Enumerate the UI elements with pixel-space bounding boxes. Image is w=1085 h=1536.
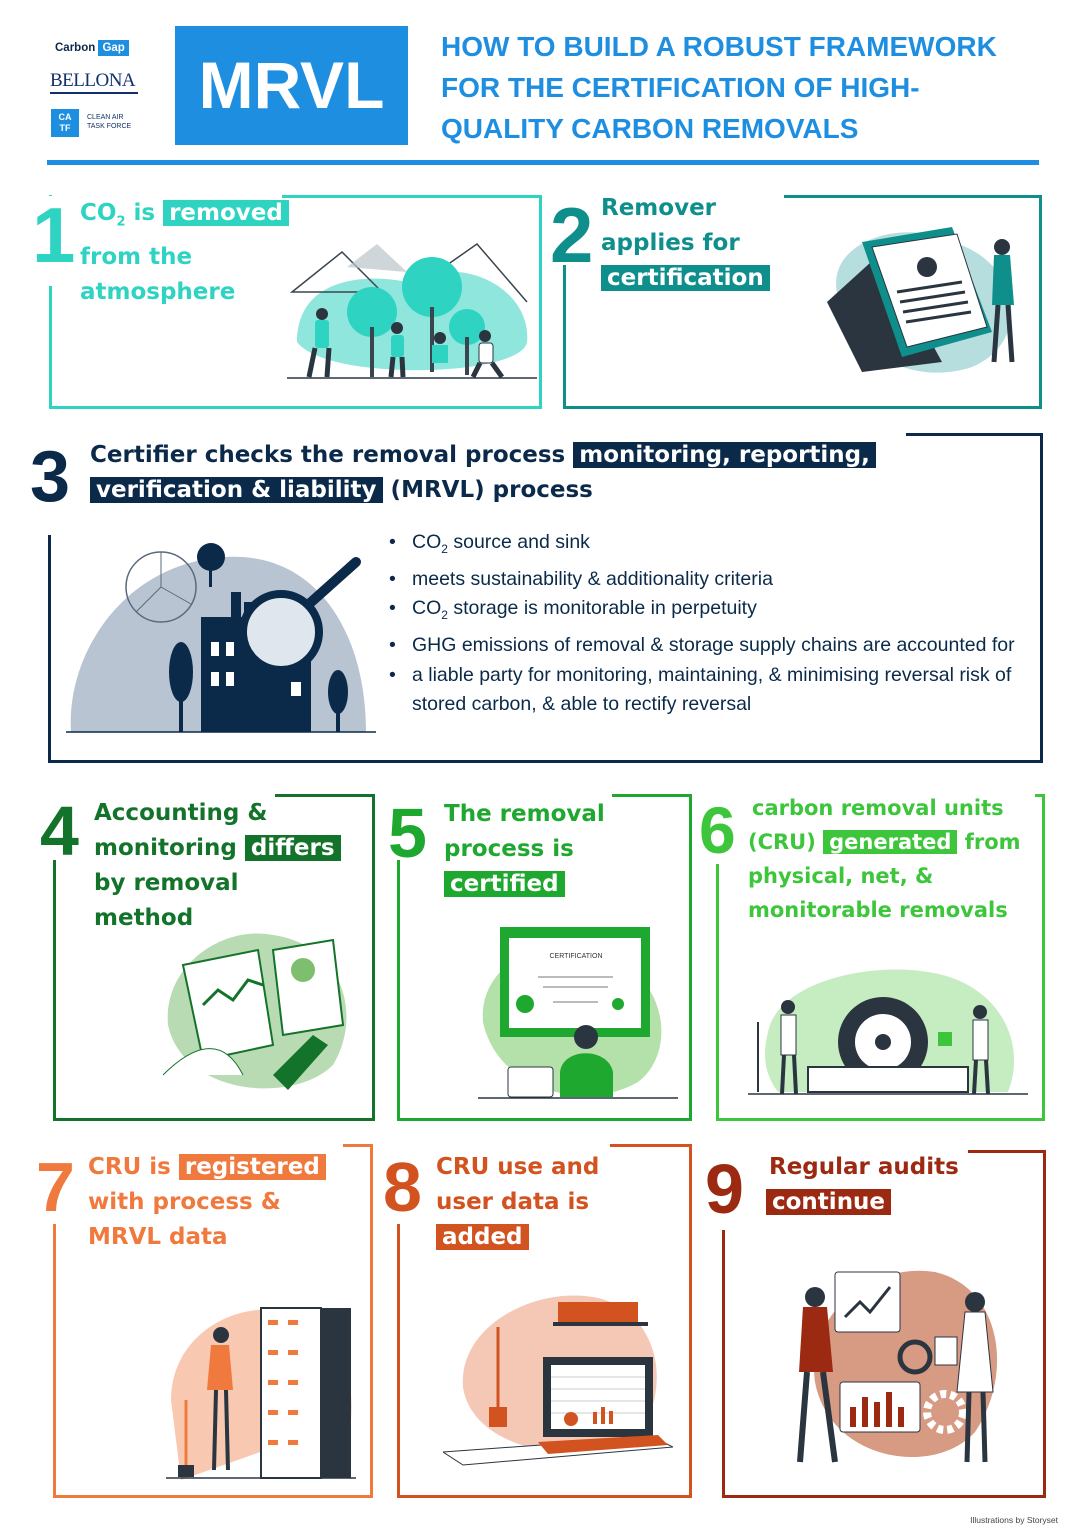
step9-number: 9 xyxy=(705,1150,744,1228)
step8-number: 8 xyxy=(383,1148,422,1226)
data-laptop-illustration xyxy=(443,1287,673,1472)
step2-number: 2 xyxy=(550,191,594,279)
step2-frame-top xyxy=(784,195,1042,198)
catf-mark: CA TF xyxy=(51,109,79,137)
step9-heading: Regular audits continue xyxy=(766,1150,986,1220)
criteria-item: • a liable party for monitoring, maintaining, & minimising reversal risk of stored carbon, & able to rectify reversal xyxy=(387,661,1027,720)
step5-number: 5 xyxy=(388,794,427,872)
certificate-illustration xyxy=(478,922,678,1102)
step4-number: 4 xyxy=(40,792,79,870)
step6-number: 6 xyxy=(699,793,736,867)
factory-inspection-illustration xyxy=(66,532,376,736)
criteria-item: • meets sustainability & additionality criteria xyxy=(387,565,1027,595)
step7-number: 7 xyxy=(36,1148,75,1226)
step8-heading: CRU use and user data is added xyxy=(436,1154,600,1250)
carbon-gap-logo: Carbon Gap xyxy=(52,39,137,58)
criteria-item: • $CO_2$ storage is monitorable in perpetuity xyxy=(387,594,1027,631)
step5-highlight: certified xyxy=(444,871,565,897)
mrvl-criteria-list xyxy=(387,528,1027,720)
step6-highlight: generated xyxy=(823,830,957,854)
charts-review-illustration xyxy=(163,925,363,1100)
step1-heading: $CO_2$ is removed from the atmosphere xyxy=(80,196,340,310)
step3-number: 3 xyxy=(30,437,71,517)
audit-meeting-illustration xyxy=(785,1262,1015,1472)
registry-cabinet-illustration xyxy=(166,1300,356,1482)
step8-frame-top xyxy=(610,1144,692,1147)
certificate-label: CERTIFICATION xyxy=(549,953,603,960)
step4-heading: Accounting & monitoring differs by removal method xyxy=(94,796,364,936)
step5-heading: The removal process is certified xyxy=(444,801,605,897)
step3-highlight-2: verification & liability xyxy=(90,477,383,503)
step7-frame-top xyxy=(343,1144,373,1147)
step9-highlight: continue xyxy=(766,1189,891,1215)
header-divider xyxy=(47,160,1039,165)
tree-planting-illustration xyxy=(287,232,537,384)
step7-highlight: registered xyxy=(179,1154,326,1180)
cru-machine-illustration xyxy=(748,962,1028,1102)
criteria-item: • GHG emissions of removal & storage supply chains are accounted for xyxy=(387,631,1027,661)
bellona-logo: BELLONA xyxy=(50,70,138,94)
step3-highlight-1: monitoring, reporting, xyxy=(573,442,876,468)
step4-highlight: differs xyxy=(245,835,341,861)
step6-heading: carbon removal units (CRU) generated from physical, net, & monitorable removals xyxy=(748,796,1021,922)
criteria-item: • $CO_2$ source and sink xyxy=(387,528,1027,565)
illustration-credit: Illustrations by Storyset xyxy=(970,1515,1058,1525)
step3-frame-top xyxy=(906,433,1043,436)
step1-number: 1 xyxy=(28,196,79,274)
catf-logo: CA TF CLEAN AIR TASK FORCE xyxy=(51,109,146,139)
step1-highlight: removed xyxy=(163,200,289,226)
step2-heading: Remover applies for certification xyxy=(601,191,801,296)
mrvl-badge: MRVL xyxy=(175,26,408,145)
step3-heading: Certifier checks the removal process monitoring, reporting, verification & liability (MRVL) process xyxy=(90,438,920,508)
step8-highlight: added xyxy=(436,1224,529,1250)
page-title: HOW TO BUILD A ROBUST FRAMEWORK FOR THE CERTIFICATION OF HIGH- QUALITY CARBON REMOVALS xyxy=(441,31,997,144)
document-illustration xyxy=(822,222,1032,380)
step2-highlight: certification xyxy=(601,265,770,291)
step7-heading: CRU is registered with process & MRVL data xyxy=(88,1150,358,1255)
